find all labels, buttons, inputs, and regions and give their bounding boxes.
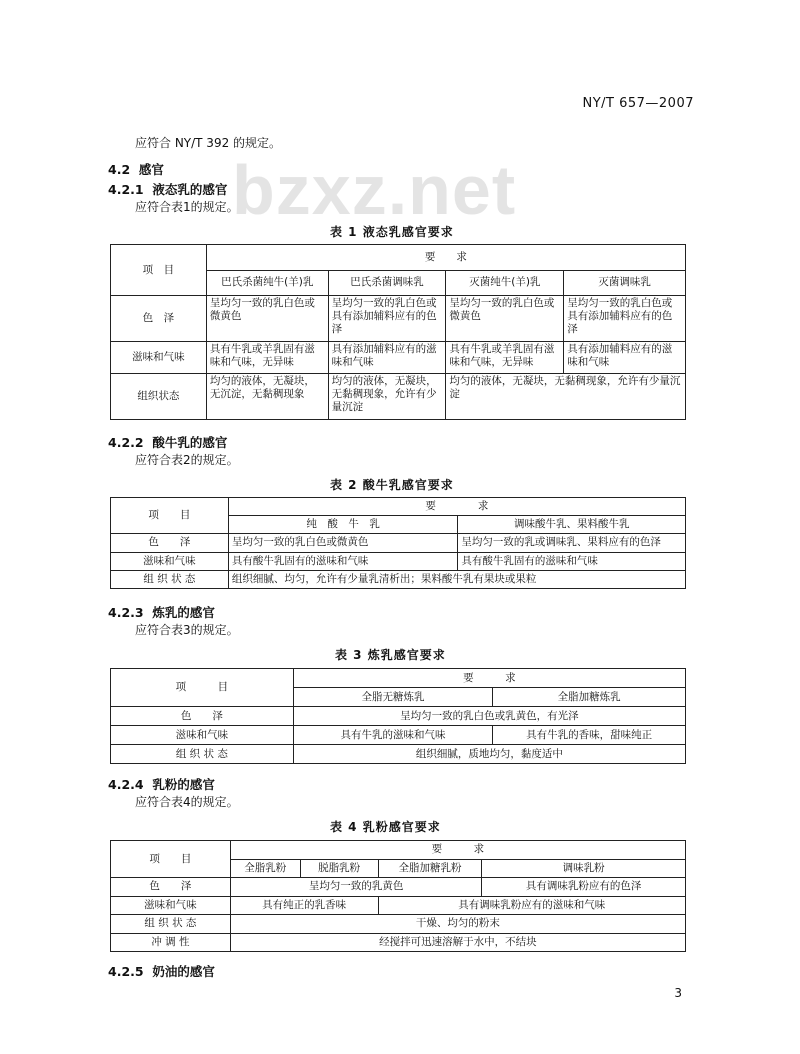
table4-cell: 经搅拌可迅速溶解于水中，不结块 [230, 933, 685, 952]
table3-row-label: 滋味和气味 [111, 726, 294, 745]
table1-col-header: 巴氏杀菌纯牛(羊)乳 [206, 270, 328, 296]
table1-cell: 具有添加辅料应有的滋味和气味 [328, 342, 446, 374]
section-title: 炼乳的感官 [152, 605, 215, 620]
table4-caption: 表 4 乳粉感官要求 [330, 820, 441, 834]
table1-col-header: 灭菌调味乳 [564, 270, 686, 296]
section-4-2-5 [108, 962, 215, 980]
table2-row-label: 滋味和气味 [111, 552, 229, 570]
table2-cell: 具有酸牛乳固有的滋味和气味 [458, 552, 686, 570]
table1-cell: 呈均匀一致的乳白色或微黄色 [206, 296, 328, 342]
table3-row-label: 组 织 状 态 [111, 745, 294, 764]
section-title: 奶油的感官 [152, 964, 215, 979]
table1-row-label: 滋味和气味 [111, 342, 207, 374]
intro-line: 应符合 NY/T 392 的规定。 [135, 136, 282, 150]
table4-cell: 呈均匀一致的乳黄色 [230, 878, 482, 897]
table3-cell: 呈均匀一致的乳白色或乳黄色，有光泽 [293, 707, 685, 726]
table1-col-header: 灭菌纯牛(羊)乳 [446, 270, 564, 296]
table1-cell: 具有添加辅料应有的滋味和气味 [564, 342, 686, 374]
section-text: 应符合表3的规定。 [135, 623, 239, 637]
table4-col-header: 脱脂乳粉 [300, 859, 378, 878]
table1-caption: 表 1 液态乳感官要求 [330, 225, 454, 239]
table1-item-header: 项 目 [111, 245, 207, 296]
table1-cell: 均匀的液体，无凝块，无黏稠现象，允许有少量沉淀 [446, 374, 686, 420]
section-title: 液态乳的感官 [152, 182, 228, 197]
table2-cell: 呈均匀一致的乳或调味乳、果料应有的色泽 [458, 534, 686, 552]
table4-cell: 具有纯正的乳香味 [230, 896, 378, 915]
table2-col-header: 调味酸牛乳、果料酸牛乳 [458, 516, 686, 534]
document-code: NY/T 657—2007 [582, 96, 694, 111]
section-text: 应符合表2的规定。 [135, 453, 239, 467]
table3-cell: 具有牛乳的香味，甜味纯正 [493, 726, 686, 745]
table2-caption: 表 2 酸牛乳感官要求 [330, 478, 454, 492]
section-title: 乳粉的感官 [152, 777, 215, 792]
table2-cell: 组织细腻、均匀，允许有少量乳清析出；果料酸牛乳有果块或果粒 [228, 570, 685, 588]
table1-cell: 呈均匀一致的乳白色或微黄色 [446, 296, 564, 342]
table4-cell: 具有调味乳粉应有的滋味和气味 [378, 896, 685, 915]
section-4-2 [108, 160, 164, 178]
table1-row-label: 色 泽 [111, 296, 207, 342]
table2 [110, 497, 686, 589]
section-4-2-1 [108, 180, 227, 198]
table2-item-header: 项 目 [111, 498, 229, 534]
table3-row-label: 色 泽 [111, 707, 294, 726]
page-number: 3 [674, 986, 682, 1000]
table4-col-header: 全脂乳粉 [230, 859, 300, 878]
section-number: 4.2.2 [108, 435, 144, 450]
table1-req-header: 要 求 [206, 245, 685, 271]
table1-cell: 均匀的液体，无凝块，无黏稠现象，允许有少量沉淀 [328, 374, 446, 420]
table4-req-header: 要 求 [230, 841, 685, 860]
table1 [110, 244, 686, 420]
table3-req-header: 要 求 [293, 669, 685, 688]
table1-cell: 呈均匀一致的乳白色或具有添加辅料应有的色泽 [564, 296, 686, 342]
table4-col-header: 全脂加糖乳粉 [378, 859, 482, 878]
table3 [110, 668, 686, 764]
table2-cell: 呈均匀一致的乳白色或微黄色 [228, 534, 458, 552]
table3-cell: 组织细腻，质地均匀，黏度适中 [293, 745, 685, 764]
table4-row-label: 组 织 状 态 [111, 915, 231, 934]
table3-col-header: 全脂无糖炼乳 [293, 688, 493, 707]
watermark: bzxz.net [232, 151, 517, 229]
table1-cell: 具有牛乳或羊乳固有滋味和气味，无异味 [206, 342, 328, 374]
table4-col-header: 调味乳粉 [482, 859, 686, 878]
table3-item-header: 项 目 [111, 669, 294, 707]
table3-cell: 具有牛乳的滋味和气味 [293, 726, 493, 745]
section-title: 酸牛乳的感官 [152, 435, 228, 450]
table2-cell: 具有酸牛乳固有的滋味和气味 [228, 552, 458, 570]
table4-cell: 干燥、均匀的粉末 [230, 915, 685, 934]
table3-col-header: 全脂加糖炼乳 [493, 688, 686, 707]
table1-cell: 均匀的液体，无凝块，无沉淀，无黏稠现象 [206, 374, 328, 420]
table1-col-header: 巴氏杀菌调味乳 [328, 270, 446, 296]
section-number: 4.2.4 [108, 777, 144, 792]
table3-caption: 表 3 炼乳感官要求 [335, 648, 446, 662]
table2-req-header: 要 求 [228, 498, 685, 516]
table4-cell: 具有调味乳粉应有的色泽 [482, 878, 686, 897]
table4-row-label: 冲 调 性 [111, 933, 231, 952]
table4-row-label: 滋味和气味 [111, 896, 231, 915]
section-number: 4.2.3 [108, 605, 144, 620]
table1-row-label: 组织状态 [111, 374, 207, 420]
section-title: 感官 [138, 162, 164, 177]
table2-col-header: 纯 酸 牛 乳 [228, 516, 458, 534]
table4-row-label: 色 泽 [111, 878, 231, 897]
section-4-2-4 [108, 775, 215, 793]
table1-cell: 具有牛乳或羊乳固有滋味和气味，无异味 [446, 342, 564, 374]
section-text: 应符合表4的规定。 [135, 795, 239, 809]
section-4-2-2 [108, 433, 227, 451]
table2-row-label: 色 泽 [111, 534, 229, 552]
section-number: 4.2.5 [108, 964, 144, 979]
table4 [110, 840, 686, 952]
table1-cell: 呈均匀一致的乳白色或具有添加辅料应有的色泽 [328, 296, 446, 342]
section-4-2-3 [108, 603, 215, 621]
section-number: 4.2 [108, 162, 131, 177]
section-text: 应符合表1的规定。 [135, 200, 239, 214]
section-number: 4.2.1 [108, 182, 144, 197]
table2-row-label: 组 织 状 态 [111, 570, 229, 588]
table4-item-header: 项 目 [111, 841, 231, 878]
